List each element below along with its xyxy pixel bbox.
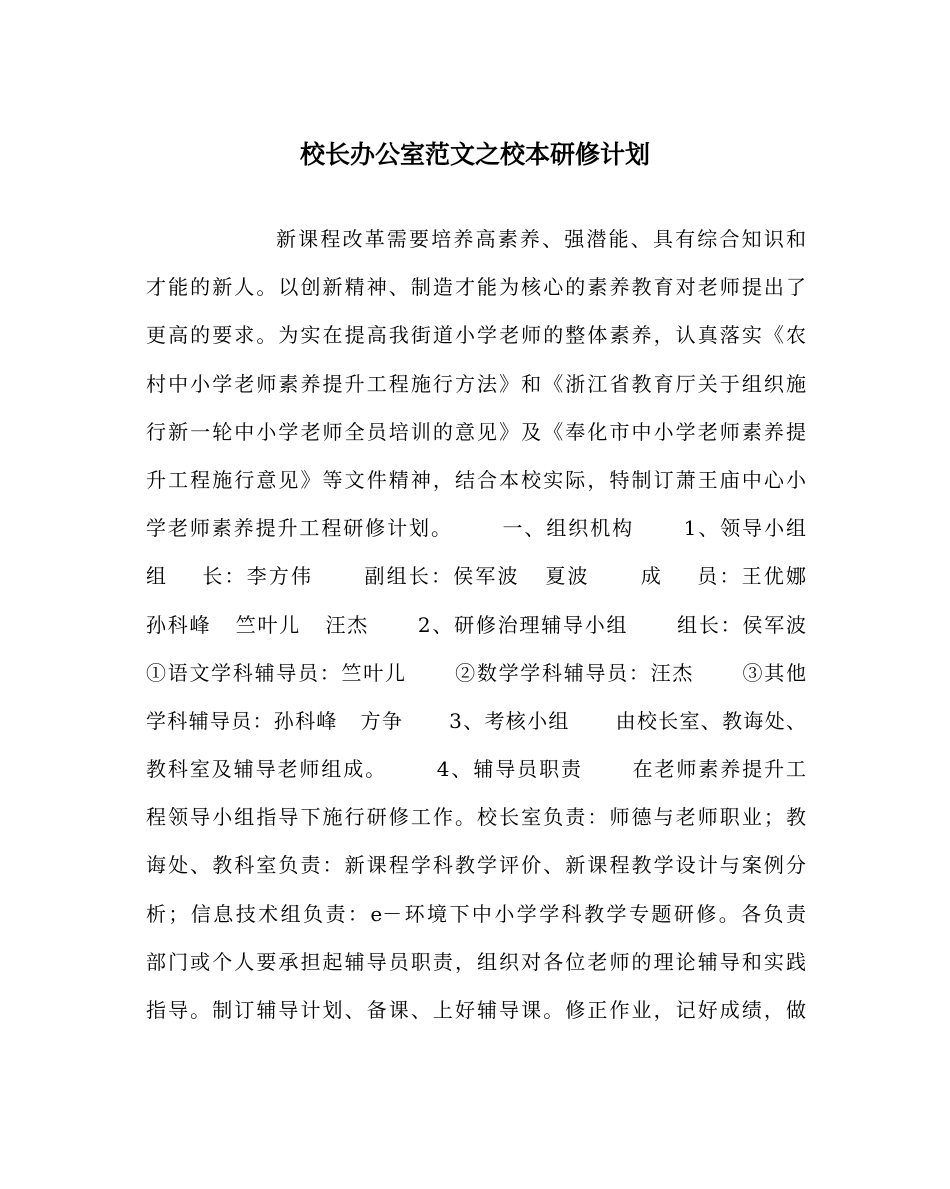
body-line-7: 学老师素养提升工程研修计划。 一、组织机构 1、领导小组: [146, 516, 806, 541]
document-body: [146, 224, 806, 1043]
body-line-2: 才能的新人。以创新精神、制造才能为核心的素养教育对老师提出了: [146, 275, 806, 300]
document-title: 校长办公室范文之校本研修计划: [299, 140, 650, 169]
body-line-5: 行新一轮中小学老师全员培训的意见》及《奉化市中小学老师素养提: [146, 419, 806, 444]
body-line-11: 学科辅导员：孙科峰 方争 3、考核小组 由校长室、教诲处、: [146, 708, 806, 733]
body-line-3: 更高的要求。为实在提高我街道小学老师的整体素养，认真落实《农: [146, 323, 806, 348]
body-line-17: 指导。制订辅导计划、备课、上好辅导课。修正作业，记好成绩，做: [146, 998, 806, 1022]
body-line-4: 村中小学老师素养提升工程施行方法》和《浙江省教育厅关于组织施: [146, 371, 806, 396]
body-line-12: 教科室及辅导老师组成。 4、辅导员职责 在老师素养提升工: [146, 757, 806, 782]
body-line-1: 新课程改革需要培养高素养、强潜能、具有综合知识和: [276, 227, 806, 251]
body-line-8: 组 长：李方伟 副组长：侯军波 夏波 成 员：王优娜: [146, 564, 806, 589]
body-line-15: 析；信息技术组负责：e－环境下中小学学科教学专题研修。各负责: [146, 901, 806, 926]
body-line-16: 部门或个人要承担起辅导员职责，组织对各位老师的理论辅导和实践: [146, 949, 806, 974]
body-line-14: 诲处、教科室负责：新课程学科教学评价、新课程教学设计与案例分: [146, 853, 806, 878]
body-line-10: ①语文学科辅导员：竺叶儿 ②数学学科辅导员：汪杰 ③其他: [146, 660, 806, 685]
body-line-13: 程领导小组指导下施行研修工作。校长室负责：师德与老师职业；教: [146, 805, 806, 830]
body-line-9: 孙科峰 竺叶儿 汪杰 2、研修治理辅导小组 组长：侯军波: [146, 612, 806, 637]
body-line-6: 升工程施行意见》等文件精神，结合本校实际，特制订萧王庙中心小: [146, 467, 806, 492]
